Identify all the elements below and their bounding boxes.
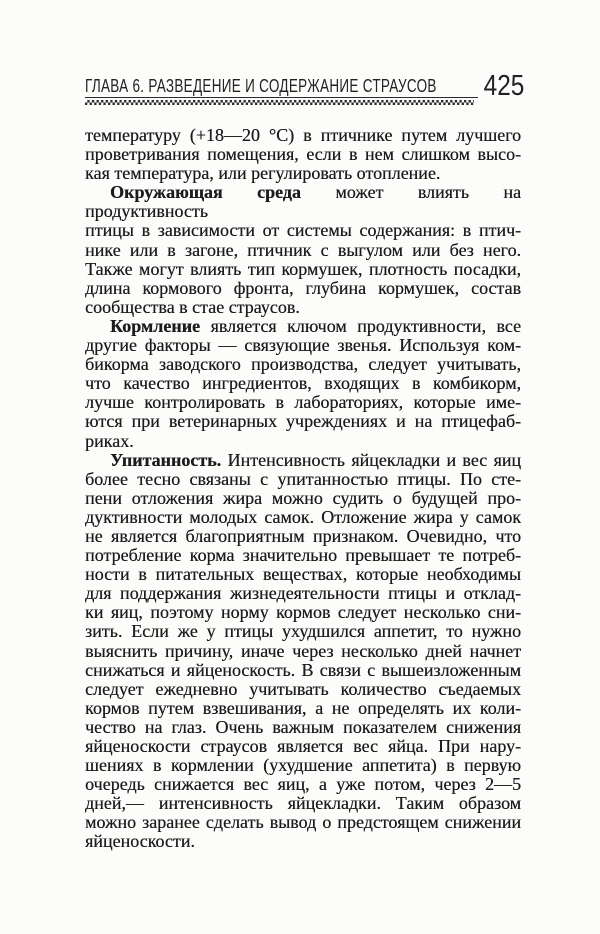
text-run: шениях в кормлении (ухудшение аппетита) в первую	[85, 755, 521, 776]
text-line	[85, 126, 521, 145]
text-line	[85, 279, 521, 298]
text-run: пени отложения жира можно судить о будущей про-	[85, 487, 521, 508]
text-run: нике или в загоне, птичник с выгулом или без него.	[85, 239, 521, 260]
text-line	[85, 699, 521, 718]
text-run: риках.	[85, 430, 134, 451]
text-line	[85, 718, 521, 737]
paragraph	[85, 183, 521, 317]
text-line	[85, 260, 521, 279]
text-run: Также могут влиять тип кормушек, плотность посадки,	[85, 258, 521, 279]
text-run: можно заранее сделать вывод о предстоящем снижении	[85, 812, 521, 833]
text-run: лучше контролировать в лабораториях, которые име-	[85, 392, 521, 413]
text-line	[85, 298, 521, 317]
text-line	[85, 565, 521, 584]
text-line	[85, 737, 521, 756]
text-run: зить. Если же у птицы ухудшился аппетит, то нужно	[85, 621, 521, 642]
text-run: потребление корма значительно превышает те потреб-	[85, 545, 521, 566]
text-line	[85, 489, 521, 508]
chapter-title: ГЛАВА 6. РАЗВЕДЕНИЕ И СОДЕРЖАНИЕ СТРАУСОВ	[85, 75, 437, 96]
text-run: более тесно связаны с упитанностью птицы. По сте-	[85, 468, 521, 489]
text-run: птицы в зависимости от системы содержания: в птич-	[85, 220, 521, 241]
text-run: чество на глаз. Очень важным показателем снижения	[85, 716, 521, 737]
text-line	[85, 470, 521, 489]
text-line	[85, 374, 521, 393]
text-run: для поддержания жизнедеятельности птицы и отклад-	[85, 583, 521, 604]
paragraph	[85, 126, 521, 183]
text-run: следует ежедневно учитывать количество съедаемых	[85, 678, 521, 699]
text-line	[85, 412, 521, 431]
text-run: является ключом продуктивности, все	[199, 315, 521, 336]
text-line	[85, 336, 521, 355]
article-text	[85, 126, 521, 852]
page-number: 425	[483, 70, 525, 102]
text-line	[85, 794, 521, 813]
paragraph	[85, 451, 521, 852]
text-run: выяснить причину, иначе через несколько дней начнет	[85, 640, 521, 661]
text-run: кая температура, или регулировать отопление.	[85, 163, 441, 184]
bold-run: Кормление	[110, 315, 200, 336]
text-run: проветривания помещения, если в нем слишком высо-	[85, 144, 521, 165]
text-line	[85, 221, 521, 240]
text-line	[85, 317, 521, 336]
text-line	[85, 661, 521, 680]
text-run: ются при ветеринарных учреждениях и на птицефаб-	[85, 411, 521, 432]
text-run: Интенсивность яйцекладки и вес яиц	[221, 449, 521, 470]
text-line	[85, 546, 521, 565]
header-chain-ornament	[85, 100, 474, 105]
text-line	[85, 393, 521, 412]
text-line	[85, 183, 521, 221]
text-line	[85, 832, 521, 851]
text-run: ности в питательных веществах, которые необходимы	[85, 564, 521, 585]
text-run: очередь снижается вес яиц, а уже потом, через 2—5	[85, 774, 521, 795]
text-run: снижаться и яйценоскость. В связи с вышеизложенным	[85, 659, 521, 680]
paragraph	[85, 317, 521, 451]
text-line	[85, 622, 521, 641]
text-run: кормов путем взвешивания, а не определять их коли-	[85, 697, 521, 718]
text-run: что качество ингредиентов, входящих в комбикорм,	[85, 373, 521, 394]
text-line	[85, 145, 521, 164]
bold-run: Упитанность.	[110, 449, 222, 470]
text-line	[85, 451, 521, 470]
text-line	[85, 584, 521, 603]
text-line	[85, 756, 521, 775]
text-run: бикорма заводского производства, следует учитывать,	[85, 354, 521, 375]
text-run: может влиять на продуктивность	[85, 182, 521, 222]
text-line	[85, 813, 521, 832]
text-line	[85, 603, 521, 622]
text-run: сообщества в стае страусов.	[85, 296, 300, 317]
text-line	[85, 527, 521, 546]
text-run: ки яиц, поэтому норму кормов следует несколько сни-	[85, 602, 521, 623]
text-line	[85, 508, 521, 527]
text-line	[85, 164, 521, 183]
text-line	[85, 775, 521, 794]
text-line	[85, 680, 521, 699]
text-run: длина кормового фронта, глубина кормушек, состав	[85, 277, 521, 298]
text-line	[85, 642, 521, 661]
text-run: дней,— интенсивность яйцекладки. Таким образом	[85, 793, 521, 814]
text-run: другие факторы — связующие звенья. Используя ком-	[85, 335, 521, 356]
text-run: яйценоскости.	[85, 831, 195, 852]
header-rule	[85, 97, 478, 99]
text-line	[85, 241, 521, 260]
text-line	[85, 355, 521, 374]
text-run: температуру (+18—20 °С) в птичнике путем лучшего	[85, 125, 521, 145]
text-run: дуктивности молодых самок. Отложение жира у самок	[85, 506, 521, 527]
text-run: не является благоприятным признаком. Очевидно, что	[85, 525, 521, 546]
text-run: яйценоскости страусов является вес яйца. При нару-	[85, 736, 521, 756]
bold-run: Окружающая среда	[110, 182, 301, 203]
text-line	[85, 432, 521, 451]
